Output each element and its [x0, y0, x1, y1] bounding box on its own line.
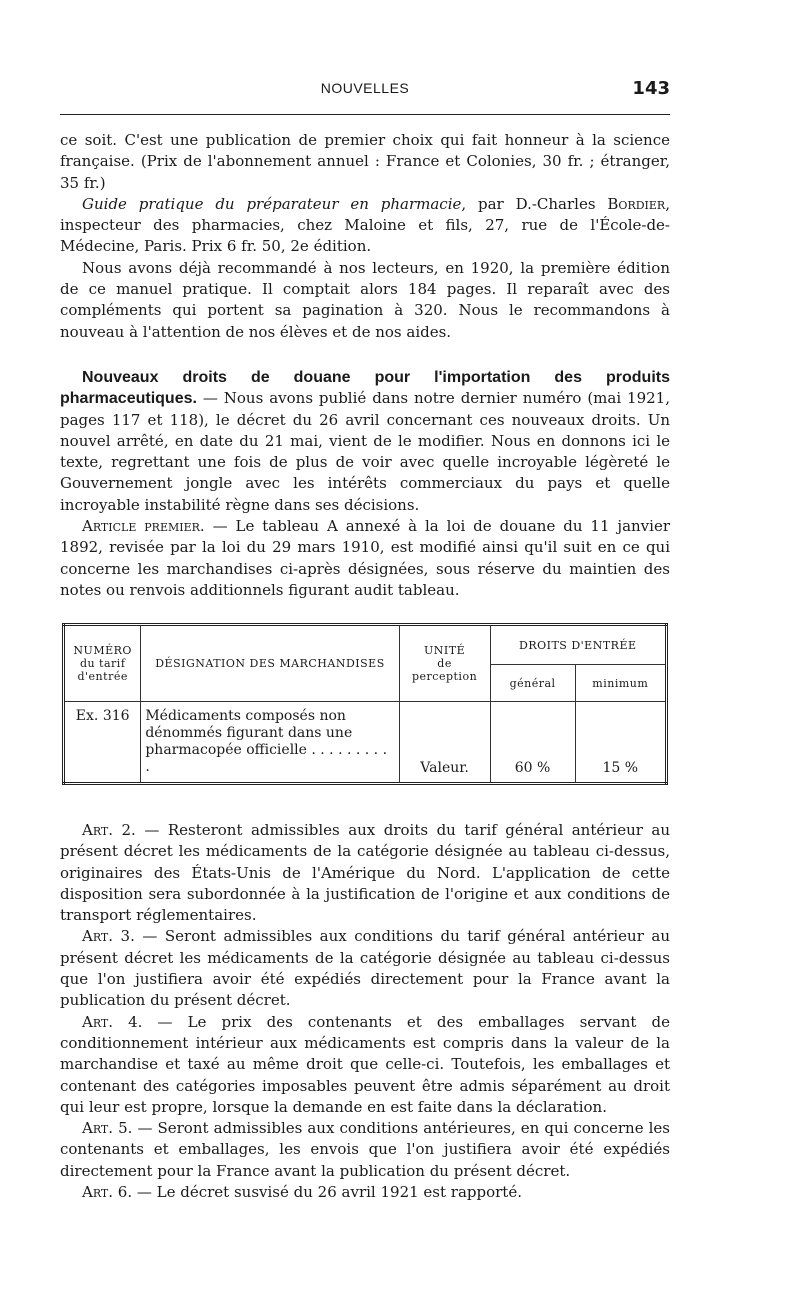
col-minimum-header: minimum — [575, 665, 666, 702]
col-numero-line-2: du tarif — [79, 657, 126, 670]
intro-paragraph-3: Nous avons déjà recommandé à nos lecteurs, en 1920, la première édition de ce manuel pratique. Il comptait alors 184 pages. Il reparaît avec des compléments qui portent sa pagination à 320. Nous le recommandons à nouveau à l'attention de nos élèves et de nos aides. — [60, 258, 670, 341]
header-title: NOUVELLES — [320, 80, 410, 96]
article-2-label: Art. 2. — [82, 821, 136, 839]
header-rule — [60, 114, 670, 115]
col-unite-line-3: perception — [411, 670, 478, 683]
col-numero-header — [64, 625, 141, 702]
col-numero-line-1: NUMÉRO — [73, 644, 132, 657]
col-general-header: général — [490, 665, 575, 702]
intro-paragraph-1: ce soit. C'est une publication de premier choix qui fait honneur à la science française. (Prix de l'abonnement annuel : France et Colonies, 30 fr. ; étranger, 35 fr.) — [60, 131, 670, 192]
col-designation-header: DÉSIGNATION DES MARCHANDISES — [141, 625, 399, 702]
book-author: Bordier — [607, 194, 666, 213]
article-paragraph — [60, 367, 670, 516]
article-section — [60, 367, 670, 601]
tariff-table — [62, 623, 668, 785]
intro-section — [60, 130, 670, 343]
article-6-label: Art. 6. — [82, 1183, 133, 1202]
article-5-text: — Seront admissibles aux conditions antérieures, en qui concerne les contenants et emballages, les envois que l'on justifiera avoir été expédiés directement pour la France avant la publication du présent décret. — [60, 1119, 670, 1180]
row-numero: Ex. 316 — [64, 702, 141, 784]
book-title: Guide pratique du préparateur en pharmacie — [82, 194, 462, 213]
article-premier-label: Article premier. — [82, 517, 205, 536]
book-by: , par D.-Charles — [461, 194, 608, 213]
col-droits-header: DROITS D'ENTRÉE — [490, 625, 666, 665]
article-3-text: — Seront admissibles aux conditions du tarif général antérieur au présent décret les médicaments de la catégorie désignée au tableau ci-dessus que l'on justifiera avoir été expédiés directement pour la France avant la publication du présent décret. — [60, 927, 670, 1010]
tariff-table-wrapper — [62, 623, 668, 785]
table-row — [64, 702, 667, 784]
article-4 — [60, 1012, 670, 1118]
article-4-text: — Le prix des contenants et des emballages servant de conditionnement intérieur aux médicaments est compris dans la valeur de la marchandise et taxé au même droit que celle-ci. Toutefois, les emballages et contenant des catégories imposables peuvent être admis séparément au droit qui leur est propre, lorsque la demande en est faite dans la déclaration. — [60, 1012, 671, 1116]
articles-section — [60, 820, 670, 1203]
page-number: 143 — [632, 78, 670, 99]
article-premier-text: — Le tableau A annexé à la loi de douane du 11 janvier 1892, revisée par la loi du 29 mars 1910, est modifié ainsi qu'il suit en ce qui concerne les marchandises ci-après désignées, sous réserve du maintien des notes ou renvois additionnels figurant audit tableau. — [60, 517, 670, 599]
col-numero-line-3: d'entrée — [77, 670, 128, 683]
row-unite: Valeur. — [399, 702, 490, 784]
row-minimum: 15 % — [575, 702, 666, 784]
article-6 — [60, 1182, 670, 1203]
article-4-label: Art. 4. — [82, 1012, 143, 1031]
col-unite-line-1: UNITÉ — [424, 644, 466, 657]
article-body: — Nous avons publié dans notre dernier numéro (mai 1921, pages 117 et 118), le décret du 26 avril concernant ces nouveaux droits. Un nouvel arrêté, en date du 21 mai, vient de le modifier. Nous en donnons ici le texte, regrettant une fois de plus de voir avec quelle incroyable légèreté le Gouvernement jongle avec les intérêts commerciaux du pays et quelle incroyable instabilité règne dans ses décisions. — [60, 389, 670, 514]
article-2 — [60, 820, 670, 926]
article-5-label: Art. 5. — [82, 1119, 133, 1138]
running-header — [60, 78, 670, 100]
row-designation: Médicaments composés non dénommés figurant dans une pharmacopée officielle . . . . . . . . . . — [141, 702, 399, 784]
article-premier — [60, 516, 670, 601]
row-general: 60 % — [490, 702, 575, 784]
article-3-label: Art. 3. — [82, 927, 135, 946]
col-unite-line-2: de — [437, 657, 452, 670]
article-heading: Nouveaux droits de douane pour l'importation des produits pharmaceutiques. — [60, 369, 670, 408]
article-2-text: — Resteront admissibles aux droits du tarif général antérieur au présent décret les médicaments de la catégorie désignée au tableau ci-dessus, originaires des États-Unis de l'Amérique du Nord. L'application de cette disposition sera subordonnée à la justification de l'origine et aux conditions de transport réglementaires. — [60, 821, 671, 925]
book-details: , inspecteur des pharmacies, chez Maloine et fils, 27, rue de l'École-de-Médecine, Paris. Prix 6 fr. 50, 2e édition. — [60, 194, 670, 256]
col-unite-header — [399, 625, 490, 702]
article-3 — [60, 926, 670, 1011]
article-6-text: — Le décret susvisé du 26 avril 1921 est rapporté. — [132, 1183, 522, 1202]
article-5 — [60, 1118, 670, 1182]
book-notice — [60, 194, 670, 258]
